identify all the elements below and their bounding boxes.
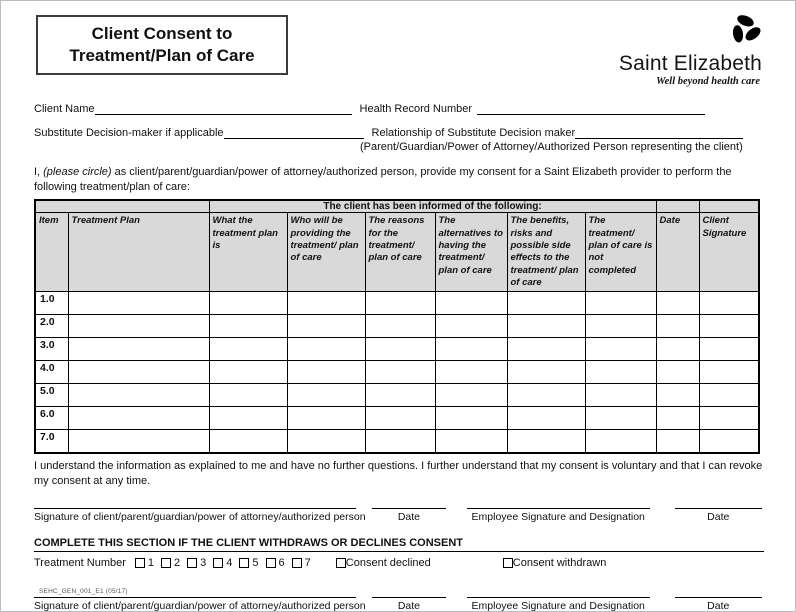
treatment-number-text: 4 (226, 556, 233, 569)
table-cell[interactable] (287, 407, 365, 430)
date-block-2 (675, 508, 762, 523)
consent-withdrawn-checkbox[interactable] (503, 558, 513, 568)
table-cell[interactable] (435, 315, 507, 338)
table-cell[interactable] (68, 315, 209, 338)
table-row-1 (35, 292, 759, 315)
table-cell[interactable] (585, 407, 656, 430)
col-header-treatment-plan: Treatment Plan (68, 213, 209, 292)
saint-elizabeth-logo-icon (729, 13, 762, 51)
table-cell[interactable] (287, 338, 365, 361)
treatment-number-option (213, 557, 232, 569)
treatment-number-2-checkbox[interactable] (161, 558, 171, 568)
form-title-line2: Treatment/Plan of Care (69, 46, 255, 65)
date-label: Date (397, 510, 421, 523)
treatment-number-text: 5 (252, 556, 259, 569)
health-record-label: Health Record Number (359, 103, 473, 115)
treatment-number-label: Treatment Number (34, 556, 126, 569)
date-block (372, 597, 446, 612)
treatment-number-option (187, 557, 206, 569)
client-identity-row (34, 103, 762, 115)
table-row-4 (35, 361, 759, 384)
row-item-number: 5.0 (35, 384, 68, 407)
col-header-not-completed: The treatment/ plan of care is not completed (585, 213, 656, 292)
substitute-input-line[interactable] (224, 127, 364, 139)
table-cell[interactable] (656, 384, 699, 407)
col-header-reasons: The reasons for the treatment/ plan of care (365, 213, 435, 292)
treatment-number-option (161, 557, 180, 569)
treatment-number-option (135, 557, 154, 569)
table-cell[interactable] (209, 361, 287, 384)
table-cell[interactable] (287, 384, 365, 407)
form-title-box (36, 15, 288, 75)
table-cell[interactable] (507, 292, 585, 315)
date-label: Date (707, 599, 730, 612)
table-cell[interactable] (585, 338, 656, 361)
table-cell[interactable] (699, 292, 759, 315)
form-header (34, 15, 762, 87)
table-cell[interactable] (656, 407, 699, 430)
row-item-number: 1.0 (35, 292, 68, 315)
treatment-number-text: 7 (304, 556, 311, 569)
intro-please-circle: (please circle) (43, 166, 112, 178)
saint-elizabeth-logo (619, 13, 762, 87)
consent-declined-label: Consent declined (345, 556, 431, 569)
treatment-number-text: 2 (174, 556, 181, 569)
table-cell[interactable] (435, 407, 507, 430)
consent-intro (34, 165, 764, 195)
client-signature-label: Signature of client/parent/guardian/power of attorney/authorized person (34, 510, 366, 523)
col-header-client-signature: Client Signature (699, 213, 759, 292)
treatment-number-1-checkbox[interactable] (135, 558, 145, 568)
date-block (372, 508, 446, 523)
client-signature-block (34, 597, 366, 612)
table-cell[interactable] (585, 384, 656, 407)
relationship-input-line[interactable] (575, 127, 743, 139)
table-cell[interactable] (68, 407, 209, 430)
table-cell[interactable] (699, 384, 759, 407)
relationship-label: Relationship of Substitute Decision maker (371, 127, 576, 139)
client-name-input-line[interactable] (95, 103, 352, 115)
table-cell[interactable] (209, 430, 287, 453)
consent-withdrawn-option (503, 557, 607, 569)
table-cell[interactable] (507, 407, 585, 430)
row-item-number: 4.0 (35, 361, 68, 384)
row-item-number: 6.0 (35, 407, 68, 430)
client-name-label: Client Name (34, 103, 95, 115)
withdraw-section-heading: COMPLETE THIS SECTION IF THE CLIENT WITHDRAWS OR DECLINES CONSENT (34, 537, 764, 552)
informed-empty-left-cell (35, 200, 209, 213)
date-label: Date (707, 510, 730, 523)
table-cell[interactable] (68, 430, 209, 453)
table-cell[interactable] (209, 315, 287, 338)
table-cell[interactable] (365, 384, 435, 407)
table-cell[interactable] (287, 430, 365, 453)
date-block-2 (675, 597, 762, 612)
treatment-number-6-checkbox[interactable] (266, 558, 276, 568)
col-header-item: Item (35, 213, 68, 292)
table-cell[interactable] (699, 407, 759, 430)
table-cell[interactable] (699, 338, 759, 361)
treatment-number-row (34, 557, 762, 569)
col-header-alternatives: The alternatives to having the treatment/ plan of care (435, 213, 507, 292)
relationship-note: (Parent/Guardian/Power of Attorney/Authorized Person representing the client) (360, 141, 743, 153)
client-signature-block (34, 508, 366, 523)
table-cell[interactable] (699, 361, 759, 384)
table-cell[interactable] (656, 338, 699, 361)
col-header-benefits-risks: The benefits, risks and possible side effects to the treatment/ plan of care (507, 213, 585, 292)
table-cell[interactable] (435, 384, 507, 407)
employee-signature-label: Employee Signature and Designation (471, 599, 645, 612)
row-item-number: 2.0 (35, 315, 68, 338)
treatment-number-4-checkbox[interactable] (213, 558, 223, 568)
table-cell[interactable] (507, 384, 585, 407)
client-signature-label: Signature of client/parent/guardian/power of attorney/authorized person (34, 599, 366, 612)
table-row-2 (35, 315, 759, 338)
employee-signature-label: Employee Signature and Designation (471, 510, 645, 523)
logo-tagline: Well beyond health care (656, 76, 760, 87)
table-cell[interactable] (507, 338, 585, 361)
date-label: Date (397, 599, 421, 612)
table-cell[interactable] (507, 315, 585, 338)
health-record-input-line[interactable] (477, 103, 705, 115)
table-cell[interactable] (585, 292, 656, 315)
table-cell[interactable] (435, 292, 507, 315)
table-cell[interactable] (585, 430, 656, 453)
consent-declined-option (336, 557, 431, 569)
understanding-statement: I understand the information as explained to me and have no further questions. I further understand that my consent is voluntary and that I can revoke my consent at any time. (34, 459, 763, 488)
treatment-number-option (239, 557, 258, 569)
informed-header-row (35, 200, 759, 213)
informed-header-cell: The client has been informed of the following: (209, 200, 656, 213)
signature-row-consent (34, 508, 762, 523)
table-cell[interactable] (435, 338, 507, 361)
table-row-7 (35, 430, 759, 453)
table-cell[interactable] (209, 338, 287, 361)
table-cell[interactable] (287, 361, 365, 384)
table-cell[interactable] (365, 315, 435, 338)
logo-wordmark: Saint Elizabeth (618, 52, 762, 75)
signature-row-withdraw (34, 597, 762, 612)
table-cell[interactable] (699, 430, 759, 453)
table-cell[interactable] (68, 361, 209, 384)
treatment-number-3-checkbox[interactable] (187, 558, 197, 568)
row-item-number: 3.0 (35, 338, 68, 361)
treatment-number-7-checkbox[interactable] (292, 558, 302, 568)
table-cell[interactable] (656, 361, 699, 384)
treatment-number-option (266, 557, 285, 569)
table-cell[interactable] (365, 292, 435, 315)
substitute-label: Substitute Decision-maker if applicable (34, 127, 224, 139)
table-cell[interactable] (656, 430, 699, 453)
table-cell[interactable] (585, 315, 656, 338)
table-cell[interactable] (656, 292, 699, 315)
col-header-what: What the treatment plan is (209, 213, 287, 292)
form-title-line1: Client Consent to (91, 24, 233, 44)
consent-table (34, 199, 760, 454)
table-cell[interactable] (287, 315, 365, 338)
table-cell[interactable] (68, 292, 209, 315)
intro-prefix: I, (34, 166, 41, 178)
table-cell[interactable] (209, 407, 287, 430)
informed-empty-date-cell (656, 200, 699, 213)
table-cell[interactable] (365, 338, 435, 361)
table-cell[interactable] (507, 361, 585, 384)
table-row-5 (35, 384, 759, 407)
table-cell[interactable] (209, 384, 287, 407)
intro-suffix: as client/parent/guardian/power of attorney/authorized person, provide my consent for a Saint Elizabeth provider to perform the following treatment/plan of care: (34, 166, 732, 193)
table-cell[interactable] (68, 384, 209, 407)
table-cell[interactable] (699, 315, 759, 338)
treatment-number-text: 1 (147, 556, 155, 569)
table-cell[interactable] (435, 361, 507, 384)
consent-declined-checkbox[interactable] (336, 558, 346, 568)
table-cell[interactable] (435, 430, 507, 453)
consent-withdrawn-label: Consent withdrawn (512, 556, 607, 569)
table-cell[interactable] (365, 407, 435, 430)
col-header-date: Date (656, 213, 699, 292)
col-header-who: Who will be providing the treatment/ plan of care (287, 213, 365, 292)
table-row-6 (35, 407, 759, 430)
form-code: SEHC_GEN_001_E1 (05/17) (39, 588, 128, 595)
treatment-number-5-checkbox[interactable] (239, 558, 249, 568)
informed-empty-signature-cell (699, 200, 759, 213)
table-cell[interactable] (287, 292, 365, 315)
employee-signature-block (467, 508, 650, 523)
table-cell[interactable] (656, 315, 699, 338)
table-cell[interactable] (68, 338, 209, 361)
treatment-number-option (292, 557, 311, 569)
table-row-3 (35, 338, 759, 361)
table-cell[interactable] (209, 292, 287, 315)
employee-signature-block (467, 597, 650, 612)
treatment-number-text: 6 (278, 556, 285, 569)
table-cell[interactable] (365, 430, 435, 453)
column-header-row (35, 213, 759, 292)
row-item-number: 7.0 (35, 430, 68, 453)
treatment-number-text: 3 (200, 556, 207, 569)
table-cell[interactable] (507, 430, 585, 453)
table-cell[interactable] (365, 361, 435, 384)
table-cell[interactable] (585, 361, 656, 384)
substitute-row (34, 127, 762, 139)
